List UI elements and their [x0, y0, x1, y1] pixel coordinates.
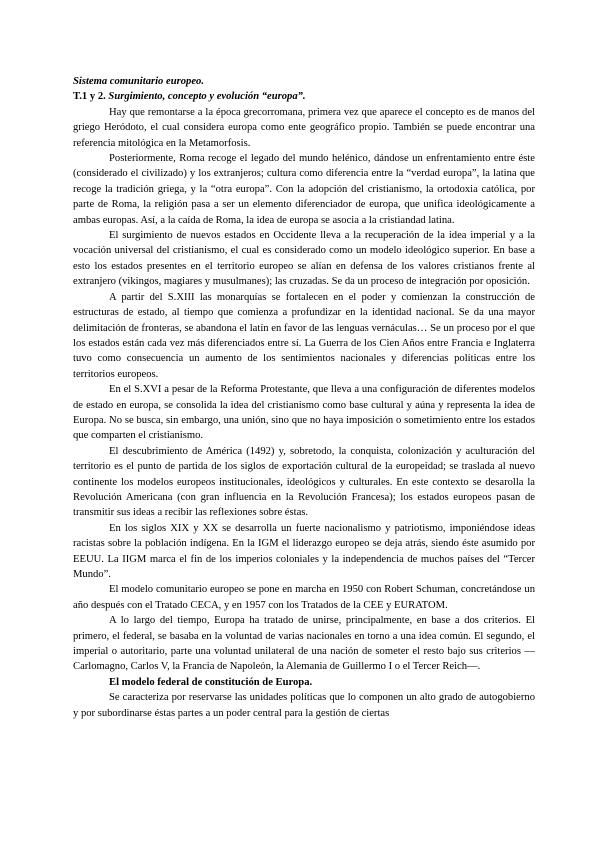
- paragraph: A lo largo del tiempo, Europa ha tratado de unirse, principalmente, en base a dos criterios. El primero, el federal, se basaba en la voluntad de varias nacionales en torno a una idea común. El segundo, el imperial o autoritario, parte una voluntad unilateral de una nación de someter el resto bajo sus criterios —Carlomagno, Carlos V, la Francia de Napoleón, la Alemania de Guillermo I o el Tercer Reich—.: [73, 615, 535, 673]
- paragraph: A partir del S.XIII las monarquías se fortalecen en el poder y comienzan la construcción de estructuras de estado, al tiempo que comienza a profundizar en la identidad nacional. Se da una mayor delimitación de fronteras, se abandona el latín en favor de las lenguas vernáculas… Se un proceso por el que los estados están cada vez más diferenciados entre sí. La Guerra de los Cien Años entre Francia e Inglaterra tuvo como consecuencia un aumento de los sentimientos nacionales y diferencias políticas entre los territorios europeos.: [73, 291, 535, 380]
- paragraph: En el S.XVI a pesar de la Reforma Protestante, que lleva a una configuración de diferentes modelos de estado en europa, se consolida la idea del cristianismo como base cultural y aúna y representa la idea de Europa. No se busca, sin embargo, una unión, sino que no haya imposición o sometimiento entre los estados que comparten el cristianismo.: [73, 384, 535, 442]
- paragraph: Posteriormente, Roma recoge el legado del mundo helénico, dándose un enfrentamiento entre éste (considerado el civilizado) y los extranjeros; cultura como diferencia entre la “verdad europa”, la latina que recoge la tradición griega, y la “otra europa”. Con la adopción del cristianismo, la ortodoxia católica, por parte de Roma, la religión pasa a ser un elemento diferenciador de europa, que unifica ideológicamente a ambas europas. Así, a la caída de Roma, la idea de europa se asocia a la cristiandad latina.: [73, 153, 535, 226]
- paragraph: El surgimiento de nuevos estados en Occidente lleva a la recuperación de la idea imperial y a la vocación universal del cristianismo, el cual es considerado como un modelo ideológico superior. En base a esto los estados presentes en el territorio europeo se alían en defensa de los valores cristianos frente al extranjero (vikingos, magiares y musulmanes); las cruzadas. Se da un proceso de integración por oposición.: [73, 230, 535, 288]
- document-title: Sistema comunitario europeo.: [73, 76, 204, 87]
- section-heading: [73, 89, 535, 104]
- paragraph: En los siglos XIX y XX se desarrolla un fuerte nacionalismo y patriotismo, imponiéndose ideas racistas sobre la población indígena. En la IGM el liderazgo europeo se deja atrás, siendo éste asumido por EEUU. La IIGM marca el fin de los imperios coloniales y la independencia de muchos países del “Tercer Mundo”.: [73, 522, 535, 580]
- section-number: T.1 y 2.: [73, 91, 106, 103]
- paragraph: Hay que remontarse a la época grecorromana, primera vez que aparece el concepto es de manos del griego Heródoto, el cual considera europa como ente geográfico propio. También se puede encontrar una referencia mitológica en la Metamorfosis.: [73, 106, 535, 149]
- section-title: Surgimiento, concepto y evolución “europa”.: [108, 91, 306, 103]
- subsection-heading: El modelo federal de constitución de Europa.: [109, 676, 313, 688]
- paragraph: El modelo comunitario europeo se pone en marcha en 1950 con Robert Schuman, concretándose un año después con el Tratado CECA, y en 1957 con los Tratados de la CEE y EURATOM.: [73, 584, 535, 611]
- paragraph: El descubrimiento de América (1492) y, sobretodo, la conquista, colonización y aculturación del territorio es el punto de partida de los siglos de exportación cultural de la europeidad; se traslada al nuevo continente los modelos europeos institucionales, ideológicos y culturales. En este contexto se desarolla la Revolución Americana (con gran influencia en la Revolución Francesa); los estados europeos pasan de transmitir sus ideas a recibir las reflexiones sobre éstas.: [73, 445, 535, 519]
- paragraph: Se caracteriza por reservarse las unidades políticas que lo componen un alto grado de autogobierno y por subordinarse éstas partes a un poder central para la gestión de ciertas: [73, 692, 535, 719]
- document-body: [73, 74, 535, 721]
